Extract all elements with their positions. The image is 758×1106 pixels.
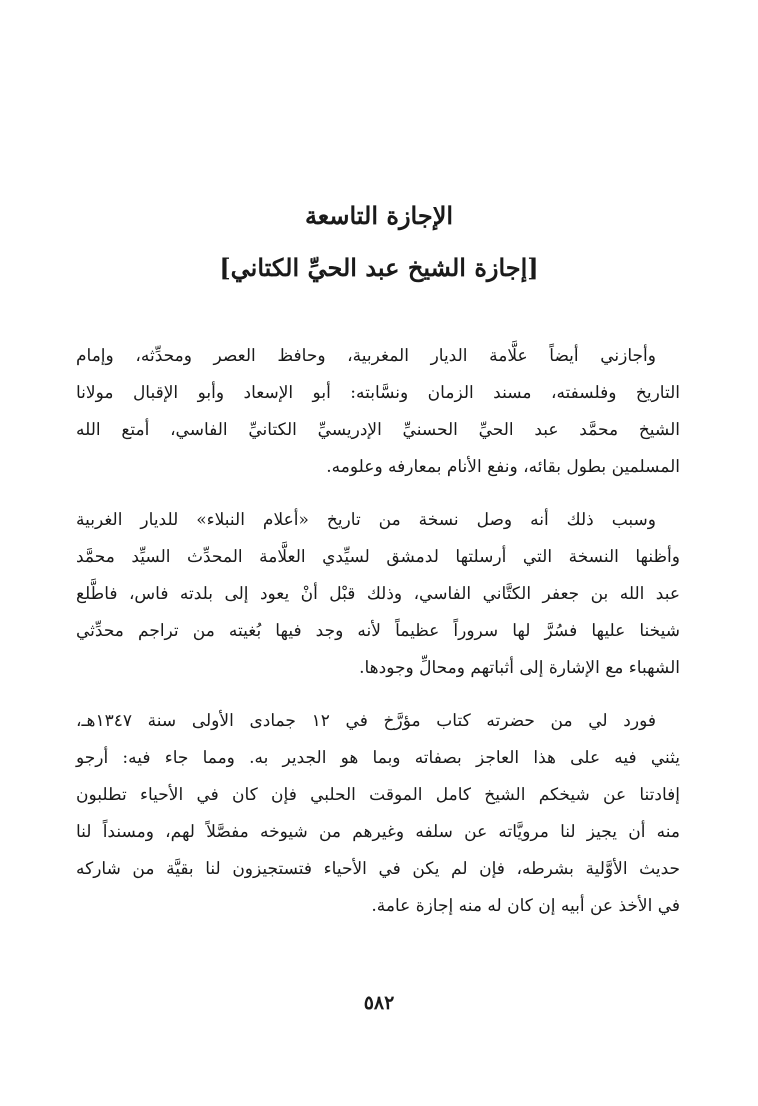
text-line: في الأخذ عن أبيه إن كان له منه إجازة عامة. [371,896,680,916]
section-subtitle: [إجازة الشيخ عبد الحيِّ الكتاني] [219,253,539,282]
paragraph-2 [76,502,680,687]
text-line: التاريخ وفلسفته، مسند الزمان ونسَّابته: أبو الإسعاد وأبو الإقبال مولانا [76,383,680,403]
section-title: الإجازة التاسعة [304,201,454,230]
text-line: الشهباء مع الإشارة إلى أثباتهم ومحالِّ وجودها. [359,658,680,678]
text-line: الشيخ محمَّد عبد الحيِّ الحسنيِّ الإدريسيِّ الكتانيِّ الفاسي، أمتع الله [76,420,680,440]
text-line: فورد لي من حضرته كتاب مؤرَّخ في ١٢ جمادى الأولى سنة ١٣٤٧هـ، [76,711,656,731]
text-line: حديث الأوَّلية بشرطه، فإن لم يكن في الأحياء فتستجيزون لنا بقيَّة من شاركه [76,859,680,879]
text-line: عبد الله بن جعفر الكتَّاني الفاسي، وذلك قبْل أنْ يعود إلى بلدته فاس، فاطَّلع [76,584,680,604]
text-line: وسبب ذلك أنه وصل نسخة من تاريخ «أعلام النبلاء» للديار الغربية [76,510,656,530]
text-line: إفادتنا عن شيخكم الشيخ كامل الموقت الحلبي فإن كان في الأحياء تطلبون [76,785,680,805]
text-line: وأجازني أيضاً علَّامة الديار المغربية، وحافظ العصر ومحدِّثه، وإمام [76,346,656,366]
paragraph-3 [76,703,680,925]
text-line: شيخنا عليها فسُرَّ لها سروراً عظيماً لأنه وجد فيها بُغيته من تراجم محدِّثي [76,621,680,641]
body-text [76,338,680,941]
text-line: منه أن يجيز لنا مرويَّاته عن سلفه وغيرهم من شيوخه مفصَّلاً لهم، ومسنداً لنا [76,822,680,842]
text-line: وأظنها النسخة التي أرسلتها لدمشق لسيِّدي العلَّامة المحدِّث السيِّد محمَّد [76,547,680,567]
page-number: ٥٨٢ [363,992,395,1014]
paragraph-1 [76,338,680,486]
text-line: يثني فيه على هذا العاجز بصفاته وبما هو الجدير به. ومما جاء فيه: أرجو [76,748,680,768]
text-line: المسلمين بطول بقائه، ونفع الأنام بمعارفه وعلومه. [326,457,680,477]
